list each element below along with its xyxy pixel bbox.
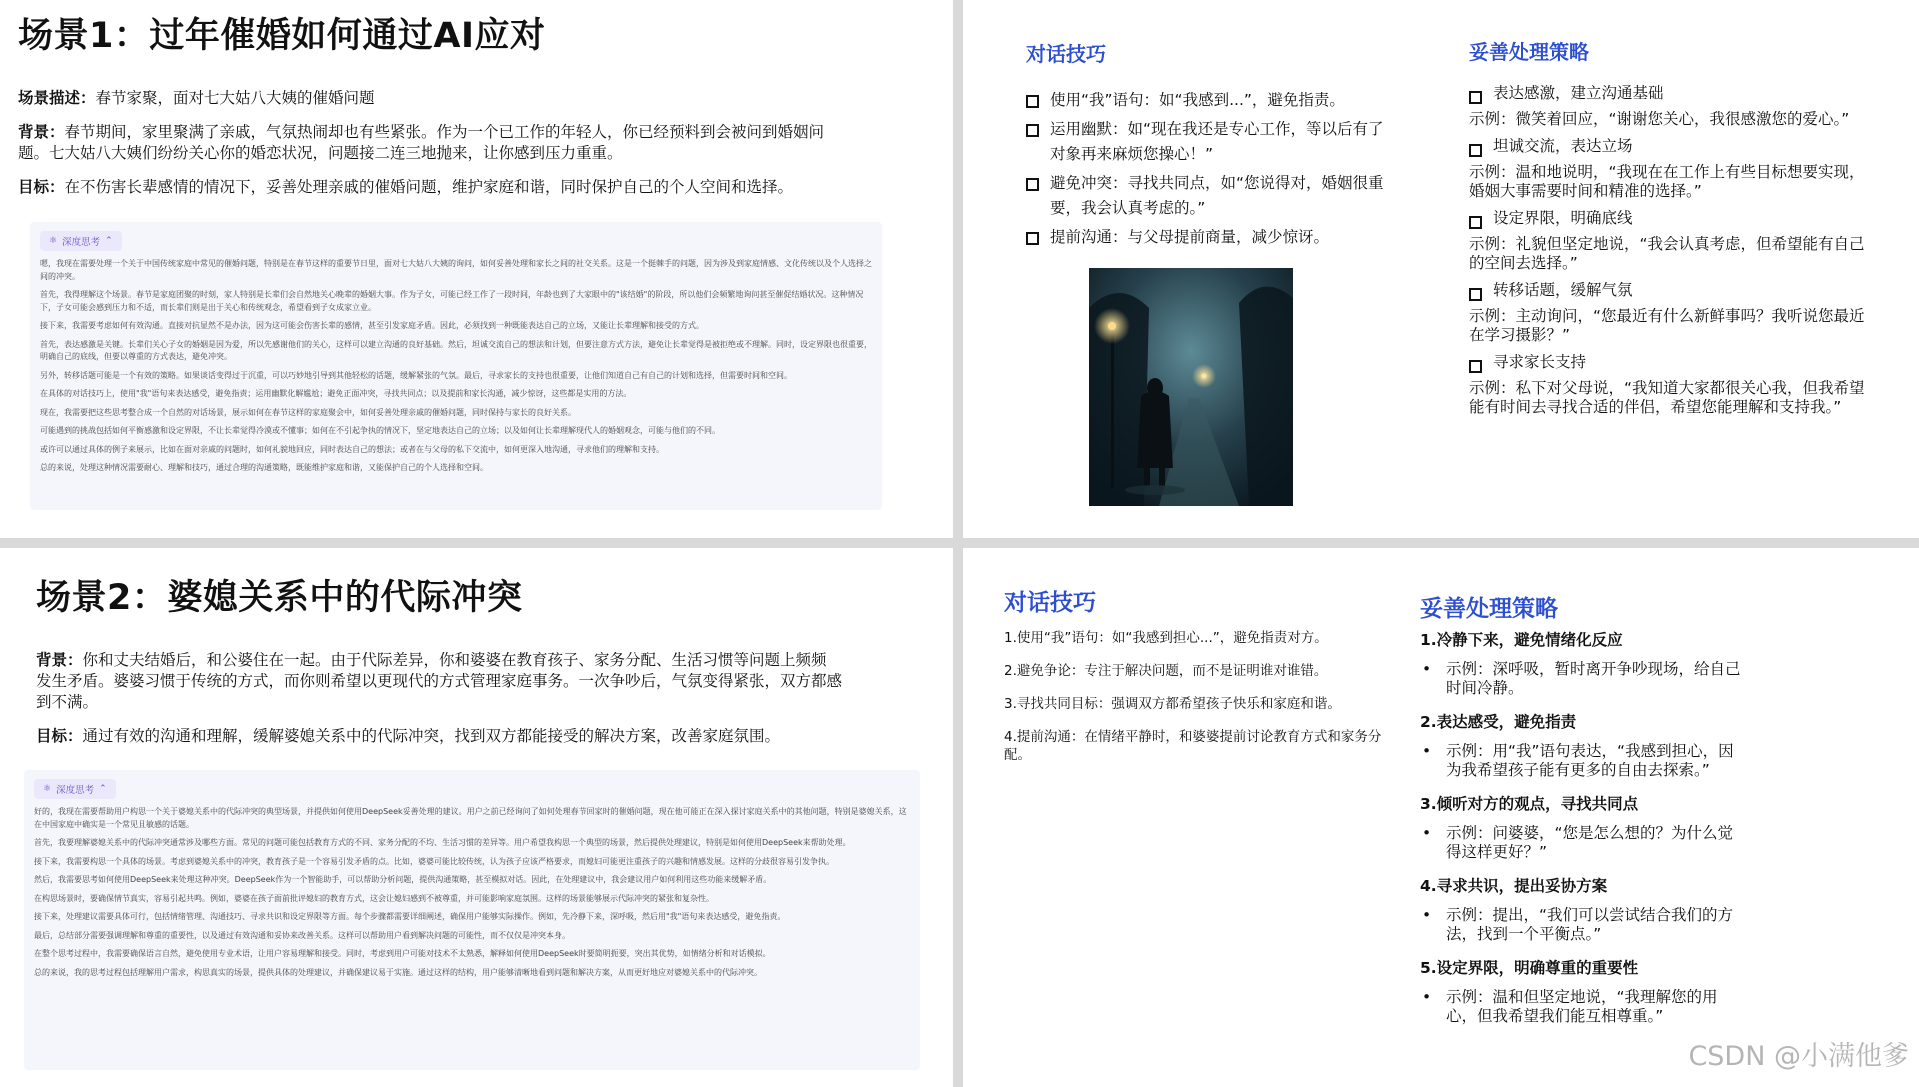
strategy-example: 示例：深呼吸，暂时离开争吵现场，给自己时间冷静。 (1446, 660, 1741, 697)
goal-paragraph (18, 177, 918, 198)
dialog-tip-item: 3.寻找共同目标：强调双方都希望孩子快乐和家庭和谐。 (1004, 696, 1341, 712)
dialog-tip-item: 1.使用“我”语句：如“我感到担心...”，避免指责对方。 (1004, 630, 1328, 646)
thinking-paragraph: 总的来说，我的思考过程包括理解用户需求，构思真实的场景，提供具体的处理建议，并确保建议易于实施。通过这样的结构，用户能够清晰地看到问题和解决方案，从而更好地应对婆媳关系中的代际冲突。 (34, 967, 762, 977)
deep-thinking-label: 深度思考 (56, 785, 95, 796)
deep-thinking-label: 深度思考 (62, 237, 101, 248)
strategy-title-row (1469, 281, 1869, 301)
strategy-title: 转移话题，缓解气氛 (1493, 281, 1633, 299)
thinking-paragraph: 最后，总结部分需要强调理解和尊重的重要性，以及通过有效沟通和妥协来改善关系。这样可以帮助用户看到解决问题的可能性，而不仅仅是冲突本身。 (34, 930, 570, 940)
background-paragraph (36, 650, 842, 713)
slide-scene-2-strategies (963, 548, 1919, 1087)
goal-text: 在不伤害长辈感情的情况下，妥善处理亲戚的催婚问题，维护家庭和谐，同时保护自己的个人空间和选择。 (64, 178, 794, 196)
thinking-paragraph: 现在，我需要把这些思考整合成一个自然的对话场景，展示如何在春节这样的家庭聚会中，如何妥善处理亲戚的催婚问题，同时保持与家长的良好关系。 (40, 407, 576, 417)
night-street-figure-image (1089, 268, 1293, 506)
slide-scene-1 (0, 0, 953, 538)
checkbox-icon (1026, 124, 1039, 137)
strategy-example-row (1420, 824, 1820, 862)
goal-text: 通过有效的沟通和理解，缓解婆媳关系中的代际冲突，找到双方都能接受的解决方案，改善家庭氛围。 (82, 727, 781, 745)
thinking-paragraph: 好的，我现在需要帮助用户构思一个关于婆媳关系中的代际冲突的典型场景，并提供如何使用DeepSeek妥善处理的建议。用户之前已经询问了如何处理春节回家时的催婚问题，现在他可能正在深入探讨家庭关系中的其他问题，特别是婆媳关系，这在中国家庭中确实是一个常见且敏感的话题。 (34, 807, 907, 829)
strategy-title: 4.寻求共识，提出妥协方案 (1420, 877, 1608, 895)
dialog-tips-list (1004, 629, 1384, 779)
slide-scene-1-strategies (963, 0, 1919, 538)
deep-thinking-toggle[interactable] (34, 779, 116, 799)
background-label: 背景： (36, 651, 83, 669)
thinking-paragraph: 接下来，我需要考虑如何有效沟通。直接对抗显然不是办法，因为这可能会伤害长辈的感情，甚至引发家庭矛盾。因此，必须找到一种既能表达自己的立场，又能让长辈理解和接受的方式。 (40, 321, 704, 330)
chevron-up-icon: ⌃ (105, 236, 113, 246)
deep-thinking-panel (30, 222, 882, 510)
strategy-title: 坦诚交流，表达立场 (1493, 137, 1633, 155)
scene-description (18, 88, 918, 109)
thinking-paragraph: 可能遇到的挑战包括如何平衡感激和设定界限，不让长辈觉得冷漠或不懂事；如何在不引起争执的情况下，坚定地表达自己的立场；以及如何让长辈理解现代人的婚姻观念，可能与他们的不同。 (40, 426, 720, 435)
thinking-paragraph: 首先，我得理解这个场景。春节是家庭团聚的时刻，家人特别是长辈们会自然地关心晚辈的婚姻大事。作为子女，可能已经工作了一段时间，年龄也到了大家眼中的"该结婚"的阶段，所以他们会频繁地询问甚至催促结婚状况。这种情况下，子女可能会感到压力和不适，而长辈们则是出于关心和传统观念，希望看到子女成家立业。 (40, 290, 864, 312)
strategy-title-row (1469, 209, 1869, 229)
chevron-up-icon: ⌃ (99, 784, 107, 794)
thinking-paragraph: 在构思场景时，要确保情节真实，容易引起共鸣。例如，婆婆在孩子面前批评媳妇的教育方式，这会让媳妇感到不被尊重，并可能影响家庭氛围。这样的场景能够展示代际冲突的紧张和复杂性。 (34, 893, 714, 903)
strategy-title-row (1469, 84, 1869, 104)
checkbox-icon (1469, 144, 1482, 157)
thinking-paragraph: 嗯，我现在需要处理一个关于中国传统家庭中常见的催婚问题，特别是在春节这样的重要节日里，面对七大姑八大姨的询问，如何妥善处理和家长之间的社交关系。这是一个挺棘手的问题，因为涉及到家庭情感、文化传统以及个人选择之间的冲突。 (40, 259, 872, 281)
dialog-tips-heading: 对话技巧 (1026, 42, 1106, 66)
strategy-list (1469, 84, 1869, 425)
strategy-example-row (1420, 660, 1820, 698)
thinking-paragraph: 或许可以通过具体的例子来展示，比如在面对亲戚的问题时，如何礼貌地回应，同时表达自己的想法；或者在与父母的私下交流中，如何更深入地沟通，寻求他们的理解和支持。 (40, 444, 664, 454)
checkbox-icon (1026, 95, 1039, 108)
thinking-paragraph: 接下来，处理建议需要具体可行，包括情绪管理、沟通技巧、寻求共识和设定界限等方面。每个步骤都需要详细阐述，确保用户能够实际操作。例如，先冷静下来，深呼吸，然后用"我"语句来表达感受，避免指责。 (34, 912, 786, 921)
checkbox-icon (1026, 178, 1039, 191)
dialog-tip-text: 运用幽默：如“现在我还是专心工作，等以后有了对象再来麻烦您操心！” (1050, 120, 1384, 163)
bullet-icon: • (1422, 660, 1432, 678)
strategy-example: 示例：微笑着回应，“谢谢您关心，我很感激您的爱心。” (1469, 110, 1850, 128)
checkbox-icon (1469, 91, 1482, 104)
goal-label: 目标： (18, 178, 65, 196)
thinking-paragraph: 首先，我要理解婆媳关系中的代际冲突通常涉及哪些方面。常见的问题可能包括教育方式的不同、家务分配的不均、生活习惯的差异等。用户希望我构思一个典型的场景，然后提供处理建议，特别是如何使用DeepSeek来帮助处理。 (34, 838, 851, 847)
bullet-icon: • (1422, 988, 1432, 1006)
thinking-paragraph: 首先，表达感激是关键。长辈们关心子女的婚姻是因为爱，所以先感谢他们的关心，这样可以建立沟通的良好基础。然后，坦诚交流自己的想法和计划，但要注意方式方法，避免让长辈觉得是被拒绝或不理解。同时，设定界限也很重要，明确自己的底线，但要以尊重的方式表达，避免冲突。 (40, 339, 872, 361)
night-street-illustration (1089, 268, 1293, 506)
strategy-list (1420, 630, 1820, 1040)
goal-label: 目标： (36, 727, 83, 745)
strategy-example: 示例：提出，“我们可以尝试结合我们的方法，找到一个平衡点。” (1446, 906, 1734, 943)
description-label: 场景描述： (18, 89, 96, 107)
deep-thinking-panel (24, 770, 920, 1070)
dialog-tip-item (1026, 225, 1396, 250)
thinking-paragraph: 接下来，我需要构思一个具体的场景。考虑到婆媳关系中的冲突，教育孩子是一个容易引发矛盾的点。比如，婆婆可能比较传统，认为孩子应该严格要求，而媳妇可能更注重孩子的兴趣和情感发展。这样的分歧很容易引发争执。 (34, 856, 834, 866)
dialog-tip-item (1026, 117, 1396, 167)
dialog-tip-text: 避免冲突：寻找共同点，如“您说得对，婚姻很重要，我会认真考虑的。” (1050, 174, 1384, 217)
strategy-example: 示例：用“我”语句表达，“我感到担心，因为我希望孩子能有更多的自由去探索。” (1446, 742, 1734, 779)
atom-icon: ⚛ (43, 784, 52, 794)
atom-icon: ⚛ (49, 236, 58, 246)
strategy-example: 示例：问婆婆，“您是怎么想的？为什么觉得这样更好？” (1446, 824, 1734, 861)
strategy-example: 示例：温和地说明，“我现在在工作上有些目标想要实现，婚姻大事需要时间和精准的选择。” (1469, 163, 1865, 200)
thinking-paragraph: 总的来说，处理这种情况需要耐心、理解和技巧，通过合理的沟通策略，既能维护家庭和谐，又能保护自己的个人选择和空间。 (40, 463, 488, 472)
csdn-watermark: CSDN @小满他爹 (1688, 1041, 1909, 1072)
checkbox-icon (1469, 288, 1482, 301)
dialog-tips-list (1026, 88, 1396, 254)
description-text: 春节家聚，面对七大姑八大姨的催婚问题 (95, 89, 375, 107)
thinking-paragraph: 在整个思考过程中，我需要确保语言自然，避免使用专业术语，让用户容易理解和接受。同时，考虑到用户可能对技术不太熟悉，解释如何使用DeepSeek时要简明扼要，突出其优势，如情绪分析和对话模拟。 (34, 949, 771, 958)
thinking-paragraph: 另外，转移话题可能是一个有效的策略。如果谈话变得过于沉重，可以巧妙地引导到其他轻松的话题，缓解紧张的气氛。最后，寻求家长的支持也很重要，让他们知道自己有自己的计划和选择，但需要时间和空间。 (40, 370, 792, 380)
strategy-example: 示例：主动询问，“您最近有什么新鲜事吗？我听说您最近在学习摄影？” (1469, 307, 1865, 344)
strategy-example: 示例：私下对父母说，“我知道大家都很关心我，但我希望能有时间去寻找合适的伴侣，希望您能理解和支持我。” (1469, 379, 1865, 416)
background-label: 背景： (18, 123, 65, 141)
background-text: 你和丈夫结婚后，和公婆住在一起。由于代际差异，你和婆婆在教育孩子、家务分配、生活习惯等问题上频频发生矛盾。婆婆习惯于传统的方式，而你则希望以更现代的方式管理家庭事务。一次争吵后，气氛变得紧张，双方都感到不满。 (36, 651, 843, 711)
checkbox-icon (1469, 360, 1482, 373)
dialog-tip-item (1026, 88, 1396, 113)
dialog-tip-item: 4.提前沟通：在情绪平静时，和婆婆提前讨论教育方式和家务分配。 (1004, 729, 1382, 763)
bullet-icon: • (1422, 906, 1432, 924)
dialog-tip-item (1026, 171, 1396, 221)
slide-title: 场景1：过年催婚如何通过AI应对 (18, 16, 546, 56)
strategy-title: 表达感激，建立沟通基础 (1493, 84, 1664, 102)
strategy-title: 3.倾听对方的观点，寻找共同点 (1420, 795, 1639, 813)
strategy-example-row (1420, 988, 1820, 1026)
strategy-example: 示例：礼貌但坚定地说，“我会认真考虑，但希望能有自己的空间去选择。” (1469, 235, 1865, 272)
strategy-title-row (1469, 137, 1869, 157)
dialog-tips-heading: 对话技巧 (1004, 590, 1096, 616)
strategy-title-row (1469, 353, 1869, 373)
thinking-paragraph: 然后，我需要思考如何使用DeepSeek来处理这种冲突。DeepSeek作为一个智能助手，可以帮助分析问题，提供沟通策略，甚至模拟对话。因此，在处理建议中，我会建议用户如何利用这些功能来缓解矛盾。 (34, 875, 772, 884)
slide-title: 场景2：婆媳关系中的代际冲突 (36, 578, 523, 618)
strategy-heading: 妥善处理策略 (1420, 596, 1558, 622)
checkbox-icon (1469, 216, 1482, 229)
strategy-title: 2.表达感受，避免指责 (1420, 713, 1577, 731)
strategy-title: 寻求家长支持 (1493, 353, 1587, 371)
bullet-icon: • (1422, 824, 1432, 842)
strategy-heading: 妥善处理策略 (1469, 40, 1589, 64)
background-paragraph (18, 122, 848, 164)
thinking-content (40, 258, 872, 475)
thinking-content (34, 806, 910, 979)
strategy-title: 设定界限，明确底线 (1493, 209, 1633, 227)
bullet-icon: • (1422, 742, 1432, 760)
goal-paragraph (36, 726, 916, 747)
strategy-title: 5.设定界限，明确尊重的重要性 (1420, 959, 1639, 977)
deep-thinking-toggle[interactable] (40, 231, 122, 251)
background-text: 春节期间，家里聚满了亲戚，气氛热闹却也有些紧张。作为一个已工作的年轻人，你已经预料到会被问到婚姻问题。七大姑八大姨们纷纷关心你的婚恋状况，问题接二连三地抛来，让你感到压力重重。 (18, 123, 825, 162)
dialog-tip-text: 使用“我”语句：如“我感到...”，避免指责。 (1050, 91, 1345, 109)
dialog-tip-item: 2.避免争论：专注于解决问题，而不是证明谁对谁错。 (1004, 663, 1328, 679)
strategy-title: 1.冷静下来，避免情绪化反应 (1420, 631, 1623, 649)
dialog-tip-text: 提前沟通：与父母提前商量，减少惊讶。 (1050, 228, 1330, 246)
checkbox-icon (1026, 232, 1039, 245)
strategy-example-row (1420, 742, 1820, 780)
strategy-example: 示例：温和但坚定地说，“我理解您的用心，但我希望我们能互相尊重。” (1446, 988, 1718, 1025)
strategy-example-row (1420, 906, 1820, 944)
slide-scene-2 (0, 548, 953, 1087)
thinking-paragraph: 在具体的对话技巧上，使用"我"语句来表达感受，避免指责；运用幽默化解尴尬；避免正面冲突，寻找共同点；以及提前和家长沟通，减少惊讶，这些都是实用的方法。 (40, 389, 632, 398)
